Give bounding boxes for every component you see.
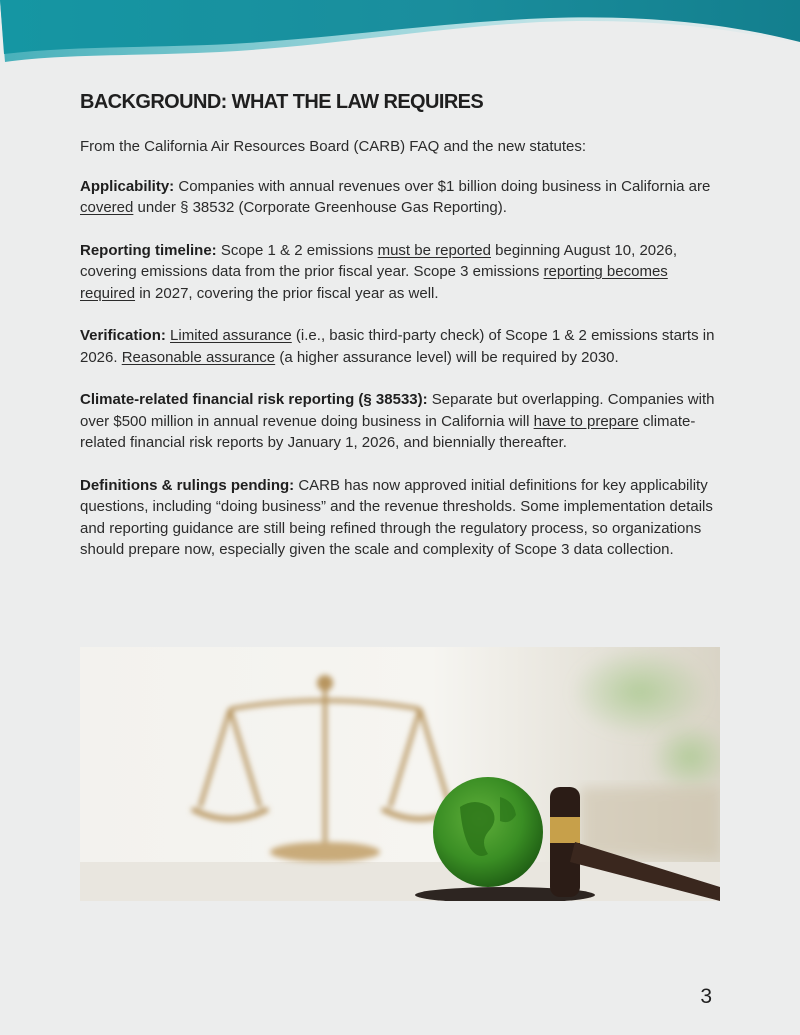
climate-risk-text-2: climate-related financial risk reports by January 1, 2026, and biennially thereafter. (80, 412, 696, 451)
paragraph-definitions (80, 475, 720, 561)
climate-risk-label: Climate-related financial risk reporting (§ 38533): (80, 391, 428, 408)
have-to-prepare-link[interactable]: have to prepare (533, 412, 639, 430)
definitions-text-1: CARB has now approved initial definitions for key applicability questions, including “doing business” and the revenue thresholds. Some implementation details and reporting guidance are still being refined through the regulatory process, so organizations should prepare now, especially given the scale and complexity of Scope 3 data collection. (80, 476, 713, 558)
covered-link[interactable]: covered (80, 199, 134, 216)
timeline-label: Reporting timeline: (80, 241, 217, 259)
applicability-text-2: under § 38532 (Corporate Greenhouse Gas Reporting). (133, 199, 507, 216)
applicability-label: Applicability: (80, 177, 175, 195)
definitions-label: Definitions & rulings pending: (80, 476, 295, 494)
applicability-text-1: Companies with annual revenues over $1 billion doing business in California are (174, 177, 711, 195)
verification-text-2: (i.e., basic third-party check) of Scope 1 & 2 emissions starts in 2026. (80, 327, 715, 366)
must-be-reported-link[interactable]: must be reported (377, 241, 491, 259)
page-title: BACKGROUND: WHAT THE LAW REQUIRES (80, 91, 484, 113)
main-content (80, 88, 720, 582)
paragraph-applicability (80, 176, 720, 219)
intro-text: From the California Air Resources Board (CARB) FAQ and the new statutes: (80, 138, 587, 155)
reporting-becomes-required-link[interactable]: reporting becomes required (80, 263, 668, 302)
reasonable-assurance-link[interactable]: Reasonable assurance (121, 348, 276, 366)
verification-text-3: (a higher assurance level) will be required by 2030. (275, 348, 619, 366)
verification-label: Verification: (80, 327, 166, 344)
timeline-text-2: beginning August 10, 2026, covering emissions data from the prior fiscal year. Scope 3 emissions (80, 241, 677, 280)
timeline-text-1: Scope 1 & 2 emissions (216, 241, 378, 259)
timeline-text-3: in 2027, covering the prior fiscal year as well. (135, 284, 439, 302)
paragraph-climate-risk (80, 389, 720, 454)
limited-assurance-link[interactable]: Limited assurance (170, 327, 292, 344)
page-number: 3 (700, 985, 712, 1008)
climate-risk-text-1: Separate but overlapping. Companies with over $500 million in annual revenue doing business in California will (80, 391, 715, 430)
justice-scales-globe-gavel-photo (80, 647, 720, 901)
paragraph-verification (80, 325, 720, 368)
header-wave (0, 0, 800, 80)
paragraph-reporting-timeline (80, 240, 720, 305)
